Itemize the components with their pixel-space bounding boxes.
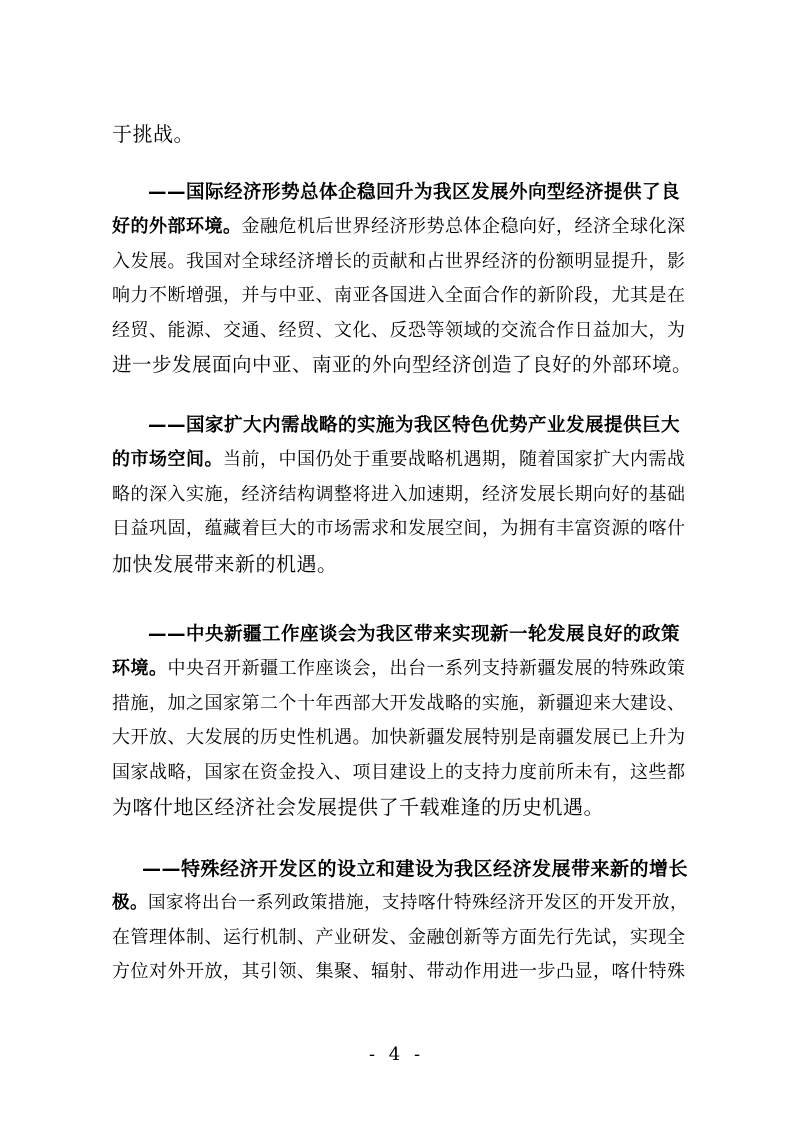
- text-line: 中央召开新疆工作座谈会，出台一系列支持新疆发展的特殊政策: [167, 658, 686, 680]
- continuation-line: [112, 117, 692, 151]
- section-heading-cont: 好的外部环境。: [112, 216, 242, 238]
- page-number: - 4 -: [368, 1044, 425, 1065]
- text-line: 大开放、大发展的历史性机遇。加快新疆发展特别是南疆发展已上升为: [112, 727, 686, 749]
- section-heading-cont: 极。: [112, 893, 148, 914]
- text-line: 加快发展带来新的机遇。: [112, 551, 338, 576]
- section-heading-cont: 环境。: [112, 658, 168, 680]
- text-line: 在管理体制、运行机制、产业研发、金融创新等方面先行先试，实现全: [112, 926, 686, 948]
- section-heading: ——国际经济形势总体企稳回升为我区发展外向型经济提供了良: [148, 182, 681, 203]
- text-line: 进一步发展面向中亚、南亚的外向型经济创造了良好的外部环境。: [112, 353, 693, 377]
- section-domestic-demand: [112, 409, 692, 581]
- text-line: 于挑战。: [112, 122, 194, 146]
- text-line: 入发展。我国对全球经济增长的贡献和占世界经济的份额明显提升，影: [112, 250, 686, 272]
- section-heading-cont: 的市场空间。: [112, 449, 223, 471]
- section-special-zone: [112, 852, 692, 990]
- section-xinjiang-forum: [112, 618, 692, 824]
- text-line: 略的深入实施，经济结构调整将进入加速期，经济发展长期向好的基础: [112, 483, 686, 505]
- text-line: 国家战略，国家在资金投入、项目建设上的支持力度前所未有，这些都: [112, 761, 686, 783]
- text-line: 响力不断增强，并与中亚、南亚各国进入全面合作的新阶段，尤其是在: [112, 285, 686, 307]
- text-line: 日益巩固，蕴藏着巨大的市场需求和发展空间，为拥有丰富资源的喀什: [112, 518, 686, 540]
- text-line: 方位对外开放，其引领、集聚、辐射、带动作用进一步凸显，喀什特殊: [112, 961, 686, 983]
- text-line: 国家将出台一系列政策措施，支持喀什特殊经济开发区的开发开放，: [148, 893, 688, 914]
- section-heading: ——中央新疆工作座谈会为我区带来实现新一轮发展良好的政策: [148, 624, 681, 645]
- text-line: 金融危机后世界经济形势总体企稳向好，经济全球化深: [241, 216, 686, 238]
- section-heading: ——特殊经济开发区的设立和建设为我区经济发展带来新的增长: [142, 858, 689, 880]
- section-international: [112, 176, 692, 382]
- text-line: 措施，加之国家第二个十年西部大开发战略的实施，新疆迎来大建设、: [112, 692, 686, 714]
- text-line: 为喀什地区经济社会发展提供了千载难逢的历史机遇。: [112, 795, 604, 820]
- text-line: 当前，中国仍处于重要战略机遇期，随着国家扩大内需战: [223, 449, 686, 471]
- section-heading: ——国家扩大内需战略的实施为我区特色优势产业发展提供巨大: [148, 415, 681, 436]
- text-line: 经贸、能源、交通、经贸、文化、反恐等领域的交流合作日益加大，为: [112, 319, 686, 341]
